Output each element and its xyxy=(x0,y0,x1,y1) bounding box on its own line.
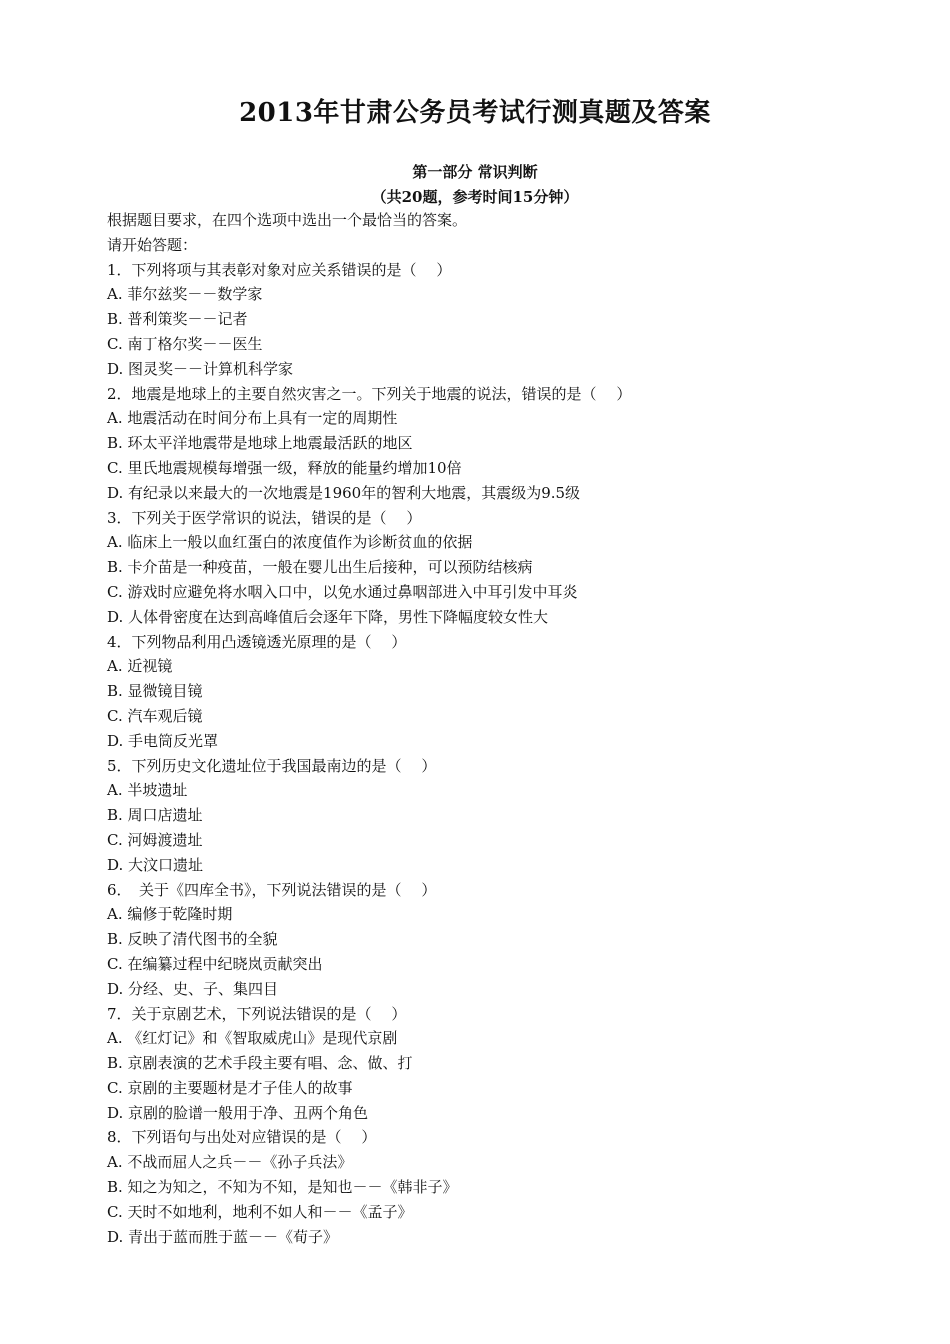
instruction-text: 根据题目要求，在四个选项中选出一个最恰当的答案。 xyxy=(107,211,468,229)
option-d: D. 手电筒反光罩 xyxy=(107,731,219,750)
question-stem: 7．关于京剧艺术，下列说法错误的是（ ） xyxy=(107,1004,407,1023)
option-d: D. 分经、史、子、集四目 xyxy=(107,979,279,998)
option-c: C. 南丁格尔奖－－医生 xyxy=(107,334,263,353)
option-c: C. 汽车观后镜 xyxy=(107,706,203,725)
option-d: D. 图灵奖－－计算机科学家 xyxy=(107,359,294,378)
question-5 xyxy=(107,754,867,878)
option-b: B. 知之为知之，不知为不知，是知也－－《韩非子》 xyxy=(107,1178,458,1197)
question-4 xyxy=(107,630,867,754)
option-b: B. 显微镜目镜 xyxy=(107,682,203,701)
option-c: C. 河姆渡遗址 xyxy=(107,830,203,849)
option-d: D. 大汶口遗址 xyxy=(107,855,204,874)
question-stem: 6． 关于《四库全书》，下列说法错误的是（ ） xyxy=(107,880,437,899)
option-b: B. 卡介苗是一种疫苗，一般在婴儿出生后接种，可以预防结核病 xyxy=(107,558,533,577)
option-b: B. 普利策奖－－记者 xyxy=(107,310,248,329)
question-stem: 4．下列物品利用凸透镜透光原理的是（ ） xyxy=(107,632,407,651)
question-stem: 5．下列历史文化遗址位于我国最南边的是（ ） xyxy=(107,756,437,775)
option-a: A. 不战而屈人之兵－－《孙子兵法》 xyxy=(107,1153,353,1172)
option-a: A. 半坡遗址 xyxy=(107,781,188,800)
question-7 xyxy=(107,1002,867,1126)
option-a: A. 近视镜 xyxy=(107,657,173,676)
question-2 xyxy=(107,382,867,506)
option-d: D. 京剧的脸谱一般用于净、丑两个角色 xyxy=(107,1103,369,1122)
question-8 xyxy=(107,1125,867,1249)
question-stem: 3．下列关于医学常识的说法，错误的是（ ） xyxy=(107,508,422,527)
question-stem: 8．下列语句与出处对应错误的是（ ） xyxy=(107,1128,377,1147)
option-d: D. 有纪录以来最大的一次地震是1960年的智利大地震，其震级为9.5级 xyxy=(107,483,581,502)
option-a: A. 地震活动在时间分布上具有一定的周期性 xyxy=(107,409,398,428)
option-b: B. 京剧表演的艺术手段主要有唱、念、做、打 xyxy=(107,1054,413,1073)
option-c: C. 在编纂过程中纪晓岚贡献突出 xyxy=(107,954,323,973)
option-a: A. 菲尔兹奖－－数学家 xyxy=(107,285,263,304)
question-stem: 2．地震是地球上的主要自然灾害之一。下列关于地震的说法，错误的是（ ） xyxy=(107,384,632,403)
option-d: D. 人体骨密度在达到高峰值后会逐年下降，男性下降幅度较女性大 xyxy=(107,607,549,626)
question-body xyxy=(107,208,867,1249)
option-b: B. 环太平洋地震带是地球上地震最活跃的地区 xyxy=(107,434,413,453)
option-c: C. 游戏时应避免将水咽入口中，以免水通过鼻咽部进入中耳引发中耳炎 xyxy=(107,582,578,601)
option-b: B. 周口店遗址 xyxy=(107,806,203,825)
document-title: 2013年甘肃公务员考试行测真题及答案 xyxy=(239,98,711,128)
question-6 xyxy=(107,878,867,1002)
question-1 xyxy=(107,258,867,382)
section-title: 第一部分 常识判断 xyxy=(412,163,538,181)
option-a: A. 《红灯记》和《智取威虎山》是现代京剧 xyxy=(107,1029,398,1048)
option-c: C. 京剧的主要题材是才子佳人的故事 xyxy=(107,1078,353,1097)
question-3 xyxy=(107,506,867,630)
option-d: D. 青出于蓝而胜于蓝－－《荀子》 xyxy=(107,1227,339,1246)
option-c: C. 里氏地震规模每增强一级，释放的能量约增加10倍 xyxy=(107,458,462,477)
option-a: A. 编修于乾隆时期 xyxy=(107,905,233,924)
question-stem: 1．下列将项与其表彰对象对应关系错误的是（ ） xyxy=(107,260,452,279)
option-b: B. 反映了清代图书的全貌 xyxy=(107,930,278,949)
option-c: C. 天时不如地利，地利不如人和－－《孟子》 xyxy=(107,1202,413,1221)
option-a: A. 临床上一般以血红蛋白的浓度值作为诊断贫血的依据 xyxy=(107,533,473,552)
section-meta: （共20题，参考时间15分钟） xyxy=(371,188,579,206)
start-prompt: 请开始答题： xyxy=(107,235,198,254)
